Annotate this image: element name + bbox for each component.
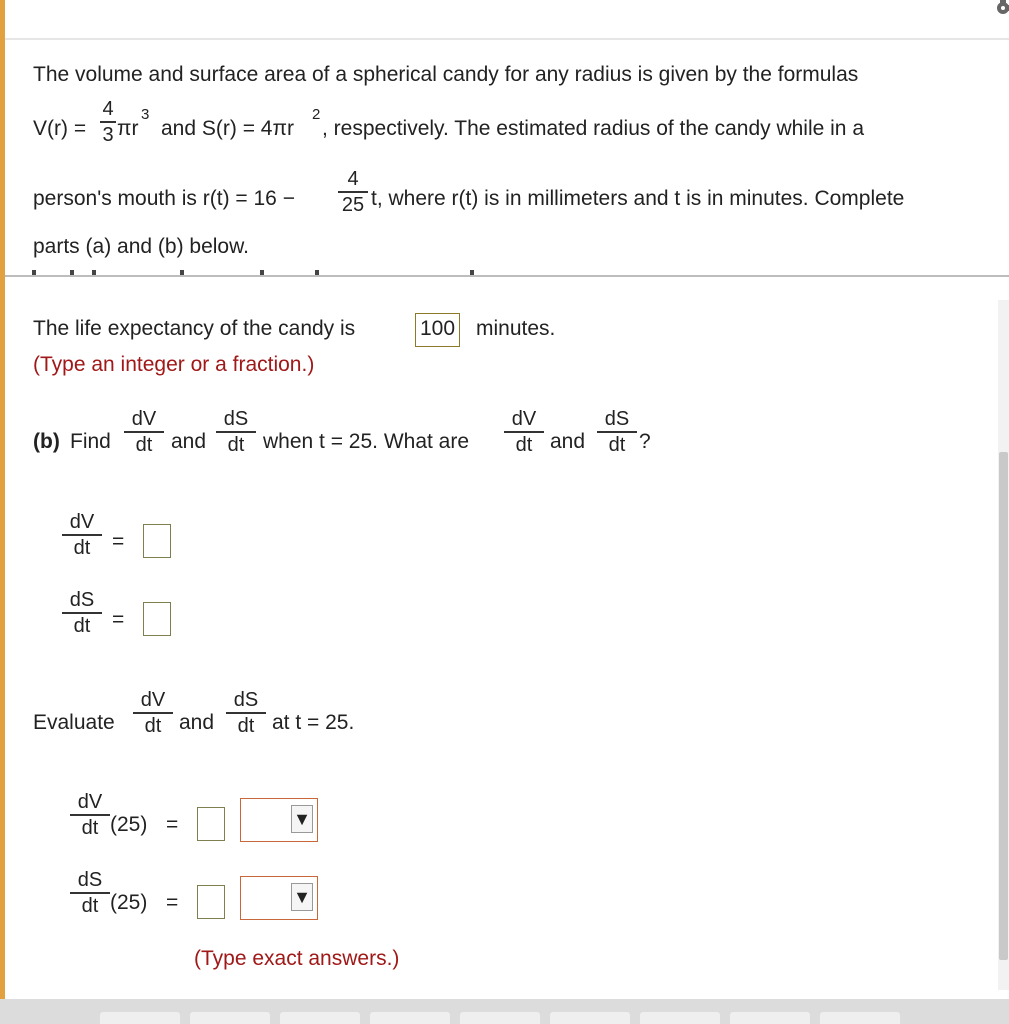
life-expectancy-text: The life expectancy of the candy is xyxy=(33,317,356,340)
parts-instruction: parts (a) and (b) below. xyxy=(33,235,249,258)
fraction-bar xyxy=(62,612,102,614)
ds-numerator: dS xyxy=(77,869,103,891)
surface-formula: and S(r) = 4πr xyxy=(161,117,294,140)
toolbar-button[interactable] xyxy=(550,1012,630,1024)
dt-denominator: dt xyxy=(608,433,626,456)
fraction-bar xyxy=(338,191,368,193)
fraction-bar xyxy=(62,534,102,536)
left-accent-bar xyxy=(0,0,5,1000)
equals-sign: = xyxy=(166,891,179,914)
radius-fraction-numerator: 4 xyxy=(347,168,359,190)
gear-icon[interactable] xyxy=(987,0,1009,22)
part-b-label: (b) xyxy=(33,430,60,453)
ds-dt-fraction xyxy=(597,408,637,456)
toolbar-button[interactable] xyxy=(820,1012,900,1024)
bottom-toolbar xyxy=(0,999,1009,1024)
volume-exponent: 3 xyxy=(141,106,150,123)
ds-numerator: dS xyxy=(223,408,249,430)
exact-answers-hint: (Type exact answers.) xyxy=(194,947,400,970)
respectively-text: , respectively. The estimated radius of the candy while in a xyxy=(322,117,865,140)
radius-fraction xyxy=(338,168,368,216)
fraction-bar xyxy=(100,121,116,123)
dv-dt-fraction xyxy=(124,408,164,456)
toolbar-button[interactable] xyxy=(460,1012,540,1024)
surface-exponent: 2 xyxy=(312,106,321,123)
fraction-bar xyxy=(504,431,544,433)
dv-dt-fraction xyxy=(62,511,102,559)
fraction-bar xyxy=(226,712,266,714)
dv-dt-value-input[interactable] xyxy=(197,807,225,841)
dt-denominator: dt xyxy=(515,433,533,456)
toolbar-button[interactable] xyxy=(370,1012,450,1024)
and-text: and xyxy=(179,711,215,734)
dv-numerator: dV xyxy=(511,408,537,430)
dt-denominator: dt xyxy=(135,433,153,456)
at-t-text: at t = 25. xyxy=(272,711,355,734)
dv-dt-fraction xyxy=(504,408,544,456)
ds-dt-fraction xyxy=(226,689,266,737)
fraction-bar xyxy=(70,892,110,894)
dt-denominator: dt xyxy=(81,816,99,839)
dv-dt-expression-input[interactable] xyxy=(143,524,171,558)
at-25-text: (25) xyxy=(110,891,148,914)
dv-numerator: dV xyxy=(131,408,157,430)
and-text: and xyxy=(171,430,207,453)
toolbar-button[interactable] xyxy=(280,1012,360,1024)
ds-dt-fraction xyxy=(62,589,102,637)
section-divider xyxy=(5,275,1009,277)
volume-fraction-numerator: 4 xyxy=(102,98,114,120)
dv-numerator: dV xyxy=(140,689,166,711)
chevron-down-icon[interactable]: ▼ xyxy=(291,883,313,911)
ds-dt-units-dropdown[interactable] xyxy=(240,876,318,920)
find-text: Find xyxy=(70,430,111,453)
radius-formula-suffix: t, where r(t) is in millimeters and t is in minutes. Complete xyxy=(371,187,905,210)
volume-fraction xyxy=(100,98,116,146)
volume-formula-prefix: V(r) = xyxy=(33,117,87,140)
equals-sign: = xyxy=(166,813,179,836)
problem-intro-line: The volume and surface area of a spherical candy for any radius is given by the formulas xyxy=(33,63,859,86)
at-25-text: (25) xyxy=(110,813,148,836)
toolbar-button[interactable] xyxy=(190,1012,270,1024)
fraction-bar xyxy=(597,431,637,433)
ds-dt-expression-input[interactable] xyxy=(143,602,171,636)
toolbar-button[interactable] xyxy=(640,1012,720,1024)
life-expectancy-answer[interactable]: 100 xyxy=(415,313,460,347)
ds-dt-fraction xyxy=(70,869,110,917)
fraction-bar xyxy=(124,431,164,433)
dt-denominator: dt xyxy=(73,614,91,637)
ds-dt-fraction xyxy=(216,408,256,456)
ds-numerator: dS xyxy=(233,689,259,711)
dt-denominator: dt xyxy=(227,433,245,456)
fraction-bar xyxy=(133,712,173,714)
and-text: and xyxy=(550,430,586,453)
ds-dt-value-input[interactable] xyxy=(197,885,225,919)
dt-denominator: dt xyxy=(144,714,162,737)
life-expectancy-unit: minutes. xyxy=(476,317,556,340)
dv-dt-units-dropdown[interactable] xyxy=(240,798,318,842)
toolbar-button[interactable] xyxy=(730,1012,810,1024)
dv-numerator: dV xyxy=(69,511,95,533)
top-divider xyxy=(5,38,1009,40)
evaluate-text: Evaluate xyxy=(33,711,115,734)
dt-denominator: dt xyxy=(237,714,255,737)
integer-fraction-hint: (Type an integer or a fraction.) xyxy=(33,353,315,376)
dt-denominator: dt xyxy=(73,536,91,559)
equals-sign: = xyxy=(112,530,125,553)
dv-numerator: dV xyxy=(77,791,103,813)
radius-fraction-denominator: 25 xyxy=(341,193,365,216)
volume-pi-r: πr xyxy=(117,117,139,140)
fraction-bar xyxy=(216,431,256,433)
scrollbar-thumb[interactable] xyxy=(999,452,1008,960)
volume-fraction-denominator: 3 xyxy=(102,123,114,146)
dv-dt-fraction xyxy=(70,791,110,839)
when-text: when t = 25. What are xyxy=(263,430,470,453)
ds-numerator: dS xyxy=(604,408,630,430)
equals-sign: = xyxy=(112,608,125,631)
dt-denominator: dt xyxy=(81,894,99,917)
toolbar-button[interactable] xyxy=(100,1012,180,1024)
question-mark: ? xyxy=(639,430,651,453)
dv-dt-fraction xyxy=(133,689,173,737)
radius-formula-prefix: person's mouth is r(t) = 16 − xyxy=(33,187,295,210)
chevron-down-icon[interactable]: ▼ xyxy=(291,805,313,833)
fraction-bar xyxy=(70,814,110,816)
ds-numerator: dS xyxy=(69,589,95,611)
